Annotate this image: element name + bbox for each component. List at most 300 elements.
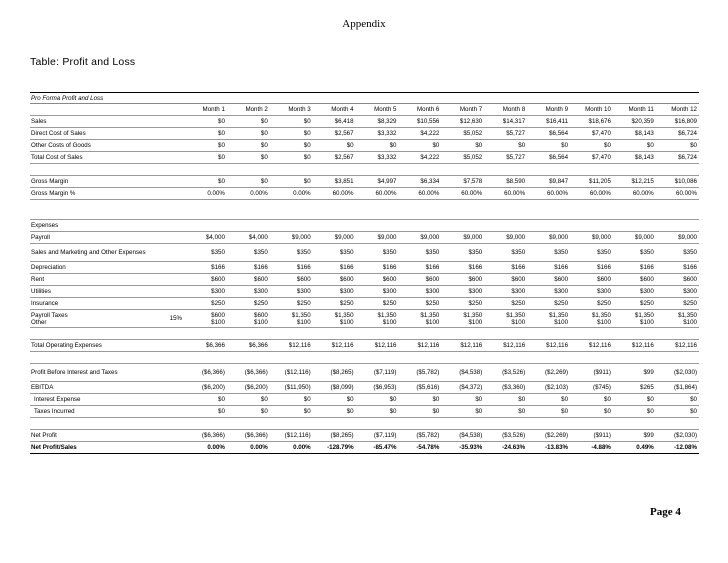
- value-cell: ($6,366): [184, 430, 227, 442]
- value-cell: $4,997: [356, 176, 399, 188]
- value-cell: $600: [570, 274, 613, 286]
- month-header: Month 3: [270, 104, 313, 116]
- value-cell: $166: [527, 262, 570, 274]
- value-cell: $350: [184, 244, 227, 262]
- value-cell: ($6,200): [184, 382, 227, 394]
- value-cell: $0: [270, 140, 313, 152]
- value-cell: $250: [313, 298, 356, 310]
- page-header: Appendix: [342, 18, 386, 30]
- value-cell: ($12,116): [270, 430, 313, 442]
- row-label: Profit Before Interest and Taxes: [30, 364, 148, 382]
- value-cell: $12,116: [527, 340, 570, 352]
- rate-cell: [148, 262, 184, 274]
- value-cell: $300: [398, 286, 441, 298]
- value-cell: 60.00%: [613, 188, 656, 200]
- value-cell: $250: [398, 298, 441, 310]
- value-cell: $10,556: [398, 116, 441, 128]
- value-cell: 0.00%: [270, 188, 313, 200]
- table-row: [30, 382, 699, 394]
- value-cell: ($745): [570, 382, 613, 394]
- row-label: Taxes Incurred: [30, 406, 148, 418]
- value-cell: $0: [227, 176, 270, 188]
- month-header: Month 2: [227, 104, 270, 116]
- value-cell: ($11,950): [270, 382, 313, 394]
- month-header: Month 12: [656, 104, 699, 116]
- month-header: Month 6: [398, 104, 441, 116]
- value-cell: $5,727: [484, 128, 527, 140]
- value-cell: -128.79%: [313, 442, 356, 454]
- value-cell: $0: [356, 394, 399, 406]
- value-cell: $0: [570, 394, 613, 406]
- value-cell: $1,350 $100: [656, 310, 699, 328]
- value-cell: $0: [356, 406, 399, 418]
- rate-cell: [148, 220, 184, 232]
- value-cell: $0: [398, 140, 441, 152]
- value-cell: $12,116: [441, 340, 484, 352]
- value-cell: $6,366: [227, 340, 270, 352]
- value-cell: -54.78%: [398, 442, 441, 454]
- row-label: Direct Cost of Sales: [30, 128, 148, 140]
- value-cell: 60.00%: [527, 188, 570, 200]
- value-cell: 0.00%: [227, 188, 270, 200]
- table-row: [30, 298, 699, 310]
- value-cell: [484, 220, 527, 232]
- month-header: Month 8: [484, 104, 527, 116]
- value-cell: $9,000: [527, 232, 570, 244]
- rate-cell: 15%: [148, 310, 184, 328]
- value-cell: $12,215: [613, 176, 656, 188]
- table-caption-row: [30, 93, 699, 104]
- value-cell: $0: [398, 394, 441, 406]
- value-cell: $9,000: [398, 232, 441, 244]
- table-row: [30, 244, 699, 262]
- value-cell: $300: [313, 286, 356, 298]
- value-cell: $0: [570, 406, 613, 418]
- table-caption: Pro Forma Profit and Loss: [30, 93, 699, 104]
- spacer-cell: [30, 418, 699, 430]
- value-cell: $1,350 $100: [313, 310, 356, 328]
- value-cell: $7,470: [570, 152, 613, 164]
- table-row: [30, 364, 699, 382]
- value-cell: ($2,030): [656, 364, 699, 382]
- value-cell: [184, 220, 227, 232]
- rate-cell: [148, 244, 184, 262]
- spacer-cell: [30, 352, 699, 364]
- value-cell: $250: [613, 298, 656, 310]
- value-cell: $166: [570, 262, 613, 274]
- value-cell: $1,350 $100: [484, 310, 527, 328]
- value-cell: $9,000: [613, 232, 656, 244]
- value-cell: $12,116: [613, 340, 656, 352]
- table-row: [30, 220, 699, 232]
- value-cell: $14,317: [484, 116, 527, 128]
- spacer-row: [30, 328, 699, 340]
- value-cell: $300: [527, 286, 570, 298]
- value-cell: $12,116: [570, 340, 613, 352]
- value-cell: $300: [356, 286, 399, 298]
- value-cell: $350: [356, 244, 399, 262]
- row-label: Net Profit/Sales: [30, 442, 148, 454]
- value-cell: $0: [398, 406, 441, 418]
- value-cell: $350: [656, 244, 699, 262]
- value-cell: $12,630: [441, 116, 484, 128]
- value-cell: [656, 220, 699, 232]
- value-cell: -35.93%: [441, 442, 484, 454]
- value-cell: $0: [184, 140, 227, 152]
- value-cell: $3,851: [313, 176, 356, 188]
- rate-cell: [148, 394, 184, 406]
- value-cell: $300: [656, 286, 699, 298]
- value-cell: $0: [184, 406, 227, 418]
- row-label: Rent: [30, 274, 148, 286]
- table-row: [30, 232, 699, 244]
- table-row: [30, 188, 699, 200]
- value-cell: $0: [313, 394, 356, 406]
- value-cell: $300: [570, 286, 613, 298]
- value-cell: ($4,372): [441, 382, 484, 394]
- profit-loss-table: [30, 92, 699, 454]
- value-cell: ($6,953): [356, 382, 399, 394]
- value-cell: ($7,119): [356, 430, 399, 442]
- month-header: Month 7: [441, 104, 484, 116]
- value-cell: $7,578: [441, 176, 484, 188]
- value-cell: $6,724: [656, 152, 699, 164]
- month-header: Month 4: [313, 104, 356, 116]
- value-cell: $16,809: [656, 116, 699, 128]
- value-cell: $250: [570, 298, 613, 310]
- spacer-cell: [30, 328, 699, 340]
- value-cell: $300: [613, 286, 656, 298]
- value-cell: $300: [484, 286, 527, 298]
- value-cell: $0: [313, 406, 356, 418]
- value-cell: $1,350 $100: [270, 310, 313, 328]
- value-cell: $0: [656, 140, 699, 152]
- value-cell: ($8,265): [313, 430, 356, 442]
- value-cell: $600: [484, 274, 527, 286]
- value-cell: $3,332: [356, 152, 399, 164]
- value-cell: -24.63%: [484, 442, 527, 454]
- value-cell: 0.00%: [270, 442, 313, 454]
- month-header: Month 10: [570, 104, 613, 116]
- value-cell: $0: [441, 394, 484, 406]
- value-cell: $250: [270, 298, 313, 310]
- value-cell: $0: [356, 140, 399, 152]
- value-cell: $166: [656, 262, 699, 274]
- value-cell: ($3,526): [484, 430, 527, 442]
- value-cell: $265: [613, 382, 656, 394]
- value-cell: $0: [184, 176, 227, 188]
- value-cell: 0.49%: [613, 442, 656, 454]
- value-cell: 0.00%: [184, 442, 227, 454]
- value-cell: $0: [227, 394, 270, 406]
- value-cell: [313, 220, 356, 232]
- value-cell: [227, 220, 270, 232]
- value-cell: [570, 220, 613, 232]
- value-cell: $4,000: [184, 232, 227, 244]
- table-row: [30, 116, 699, 128]
- table-row: [30, 274, 699, 286]
- value-cell: $0: [227, 152, 270, 164]
- row-label: Total Operating Expenses: [30, 340, 148, 352]
- value-cell: $9,000: [313, 232, 356, 244]
- table-row: [30, 340, 699, 352]
- value-cell: $600: [227, 274, 270, 286]
- value-cell: $350: [613, 244, 656, 262]
- value-cell: $16,411: [527, 116, 570, 128]
- value-cell: $12,116: [656, 340, 699, 352]
- value-cell: $0: [656, 406, 699, 418]
- table-row: [30, 394, 699, 406]
- value-cell: 60.00%: [656, 188, 699, 200]
- value-cell: 60.00%: [398, 188, 441, 200]
- value-cell: ($911): [570, 430, 613, 442]
- value-cell: $0: [570, 140, 613, 152]
- value-cell: $250: [441, 298, 484, 310]
- value-cell: [398, 220, 441, 232]
- value-cell: $9,000: [270, 232, 313, 244]
- profit-loss-table-container: [30, 92, 699, 454]
- table-row: [30, 286, 699, 298]
- value-cell: $166: [613, 262, 656, 274]
- value-cell: $250: [484, 298, 527, 310]
- value-cell: $9,000: [441, 232, 484, 244]
- row-label: Interest Expense: [30, 394, 148, 406]
- value-cell: $600: [184, 274, 227, 286]
- page-number: Page 4: [650, 506, 681, 518]
- value-cell: ($3,360): [484, 382, 527, 394]
- month-header-row: [30, 104, 699, 116]
- value-cell: $8,590: [484, 176, 527, 188]
- table-row: [30, 442, 699, 454]
- rate-cell: [148, 286, 184, 298]
- spacer-cell: [30, 200, 699, 220]
- value-cell: ($6,200): [227, 382, 270, 394]
- value-cell: $0: [313, 140, 356, 152]
- value-cell: 60.00%: [313, 188, 356, 200]
- row-label: Net Profit: [30, 430, 148, 442]
- value-cell: $1,350 $100: [356, 310, 399, 328]
- value-cell: $250: [356, 298, 399, 310]
- rate-cell: [148, 364, 184, 382]
- value-cell: $12,116: [356, 340, 399, 352]
- value-cell: $600 $100: [184, 310, 227, 328]
- value-cell: $600 $100: [227, 310, 270, 328]
- value-cell: $300: [270, 286, 313, 298]
- value-cell: $250: [656, 298, 699, 310]
- value-cell: $350: [527, 244, 570, 262]
- value-cell: [441, 220, 484, 232]
- value-cell: $350: [270, 244, 313, 262]
- value-cell: $600: [270, 274, 313, 286]
- value-cell: $0: [270, 176, 313, 188]
- value-cell: $9,000: [570, 232, 613, 244]
- value-cell: $350: [313, 244, 356, 262]
- row-label: Utilities: [30, 286, 148, 298]
- value-cell: $600: [313, 274, 356, 286]
- value-cell: $6,334: [398, 176, 441, 188]
- rate-cell: [148, 382, 184, 394]
- value-cell: 60.00%: [356, 188, 399, 200]
- value-cell: $0: [441, 140, 484, 152]
- value-cell: $600: [656, 274, 699, 286]
- value-cell: $0: [227, 116, 270, 128]
- value-cell: ($6,366): [227, 364, 270, 382]
- rate-cell: [148, 442, 184, 454]
- row-label: Other Costs of Goods: [30, 140, 148, 152]
- value-cell: $18,676: [570, 116, 613, 128]
- row-label: Payroll: [30, 232, 148, 244]
- value-cell: -12.08%: [656, 442, 699, 454]
- rate-cell: [148, 176, 184, 188]
- value-cell: $12,116: [270, 340, 313, 352]
- value-cell: ($1,864): [656, 382, 699, 394]
- value-cell: $0: [270, 406, 313, 418]
- value-cell: $12,116: [398, 340, 441, 352]
- value-cell: $0: [270, 152, 313, 164]
- value-cell: $0: [227, 406, 270, 418]
- value-cell: $0: [527, 406, 570, 418]
- value-cell: $0: [227, 140, 270, 152]
- value-cell: $4,222: [398, 128, 441, 140]
- value-cell: $0: [613, 140, 656, 152]
- value-cell: $600: [527, 274, 570, 286]
- value-cell: $6,418: [313, 116, 356, 128]
- value-cell: $166: [356, 262, 399, 274]
- value-cell: [356, 220, 399, 232]
- rate-cell: [148, 274, 184, 286]
- value-cell: $1,350 $100: [398, 310, 441, 328]
- value-cell: ($7,119): [356, 364, 399, 382]
- value-cell: $0: [184, 128, 227, 140]
- value-cell: $166: [184, 262, 227, 274]
- spacer-row: [30, 200, 699, 220]
- value-cell: $6,564: [527, 152, 570, 164]
- value-cell: ($2,103): [527, 382, 570, 394]
- value-cell: $8,143: [613, 152, 656, 164]
- value-cell: $1,350 $100: [613, 310, 656, 328]
- value-cell: ($6,366): [184, 364, 227, 382]
- rate-cell: [148, 406, 184, 418]
- value-cell: $350: [398, 244, 441, 262]
- month-header: Month 9: [527, 104, 570, 116]
- value-cell: $0: [527, 140, 570, 152]
- rate-cell: [148, 128, 184, 140]
- value-cell: $350: [570, 244, 613, 262]
- value-cell: $300: [441, 286, 484, 298]
- row-label: Gross Margin %: [30, 188, 148, 200]
- value-cell: $166: [313, 262, 356, 274]
- row-label: EBITDA: [30, 382, 148, 394]
- value-cell: $1,350 $100: [527, 310, 570, 328]
- value-cell: $166: [227, 262, 270, 274]
- value-cell: $0: [184, 152, 227, 164]
- month-header: Month 11: [613, 104, 656, 116]
- value-cell: $0: [270, 394, 313, 406]
- value-cell: $600: [613, 274, 656, 286]
- row-label: Sales: [30, 116, 148, 128]
- value-cell: $166: [441, 262, 484, 274]
- table-title: Table: Profit and Loss: [30, 56, 136, 68]
- value-cell: $12,116: [313, 340, 356, 352]
- spacer-row: [30, 418, 699, 430]
- value-cell: ($4,538): [441, 364, 484, 382]
- value-cell: $10,086: [656, 176, 699, 188]
- table-row: [30, 176, 699, 188]
- row-label: Sales and Marketing and Other Expenses: [30, 244, 148, 262]
- value-cell: $0: [441, 406, 484, 418]
- value-cell: ($5,616): [398, 382, 441, 394]
- value-cell: $166: [270, 262, 313, 274]
- value-cell: $300: [227, 286, 270, 298]
- value-cell: $0: [656, 394, 699, 406]
- value-cell: $1,350 $100: [570, 310, 613, 328]
- value-cell: ($3,526): [484, 364, 527, 382]
- value-cell: $600: [441, 274, 484, 286]
- value-cell: $9,000: [484, 232, 527, 244]
- value-cell: $0: [227, 128, 270, 140]
- rate-cell: [148, 340, 184, 352]
- table-row: [30, 310, 699, 328]
- table-row: [30, 140, 699, 152]
- value-cell: $3,332: [356, 128, 399, 140]
- value-cell: ($2,269): [527, 364, 570, 382]
- value-cell: ($5,782): [398, 430, 441, 442]
- value-cell: ($911): [570, 364, 613, 382]
- rate-cell: [148, 152, 184, 164]
- value-cell: $0: [270, 128, 313, 140]
- value-cell: -13.83%: [527, 442, 570, 454]
- value-cell: $6,564: [527, 128, 570, 140]
- spacer-row: [30, 352, 699, 364]
- value-cell: ($8,265): [313, 364, 356, 382]
- table-row: [30, 262, 699, 274]
- month-header: Month 1: [184, 104, 227, 116]
- value-cell: $6,724: [656, 128, 699, 140]
- value-cell: $5,727: [484, 152, 527, 164]
- value-cell: $250: [527, 298, 570, 310]
- value-cell: $0: [484, 140, 527, 152]
- value-cell: $350: [227, 244, 270, 262]
- row-label: Insurance: [30, 298, 148, 310]
- row-label: Payroll Taxes Other: [30, 310, 148, 328]
- value-cell: $7,470: [570, 128, 613, 140]
- value-cell: $2,567: [313, 128, 356, 140]
- value-cell: $12,116: [484, 340, 527, 352]
- value-cell: $20,359: [613, 116, 656, 128]
- value-cell: $0: [613, 406, 656, 418]
- rate-cell: [148, 232, 184, 244]
- value-cell: $250: [184, 298, 227, 310]
- value-cell: $250: [227, 298, 270, 310]
- table-row: [30, 152, 699, 164]
- value-cell: [527, 220, 570, 232]
- value-cell: ($6,366): [227, 430, 270, 442]
- value-cell: $1,350 $100: [441, 310, 484, 328]
- value-cell: 60.00%: [441, 188, 484, 200]
- value-cell: $166: [484, 262, 527, 274]
- table-row: [30, 406, 699, 418]
- value-cell: $0: [184, 116, 227, 128]
- header-blank: [30, 104, 148, 116]
- row-label: Gross Margin: [30, 176, 148, 188]
- value-cell: ($4,538): [441, 430, 484, 442]
- value-cell: ($2,269): [527, 430, 570, 442]
- value-cell: $9,000: [656, 232, 699, 244]
- spacer-cell: [30, 164, 699, 176]
- value-cell: $2,567: [313, 152, 356, 164]
- value-cell: ($8,099): [313, 382, 356, 394]
- value-cell: $6,366: [184, 340, 227, 352]
